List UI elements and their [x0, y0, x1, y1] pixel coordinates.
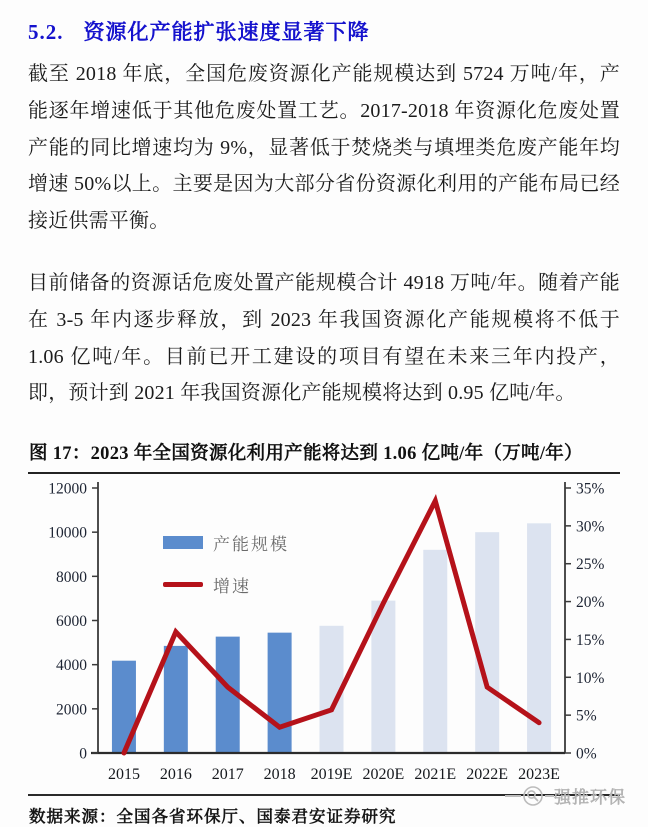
- x-axis-label-2020E: 2020E: [362, 766, 405, 784]
- watermark-label: 强推环保: [554, 788, 626, 808]
- chart-legend: [163, 530, 289, 597]
- bar-2016: [164, 646, 188, 753]
- right-axis-tick-label: 15%: [576, 632, 605, 650]
- right-axis-tick-label: 5%: [576, 707, 597, 725]
- figure-17: [28, 437, 626, 827]
- magnifier-logo-icon: [522, 785, 544, 807]
- x-axis-label-2018: 2018: [263, 766, 296, 784]
- right-axis-tick-label: 10%: [576, 669, 605, 687]
- chart-canvas: [28, 476, 620, 792]
- left-axis-tick-label: 12000: [48, 480, 87, 498]
- bar-2022E: [475, 532, 499, 753]
- legend-label-growth: 增速: [213, 577, 251, 597]
- legend-item-capacity: [163, 530, 289, 555]
- bar-2018: [268, 633, 292, 753]
- right-axis-tick-label: 35%: [576, 480, 605, 498]
- x-axis-label-2015: 2015: [107, 766, 140, 784]
- left-axis-tick-label: 6000: [56, 613, 87, 631]
- watermark-dash: [545, 795, 554, 797]
- figure-title: 图 17：2023 年全国资源化利用产能将达到 1.06 亿吨/年（万吨/年）: [28, 437, 620, 474]
- left-axis-tick-label: 8000: [56, 569, 87, 587]
- bar-2021E: [423, 550, 447, 753]
- section-heading: [28, 16, 620, 46]
- section-title: 资源化产能扩张速度显著下降: [83, 20, 370, 44]
- brand-watermark: [505, 783, 626, 808]
- right-axis-tick-label: 30%: [576, 518, 605, 536]
- legend-item-growth: [163, 572, 289, 597]
- bar-swatch-icon: [163, 536, 203, 549]
- left-axis-tick-label: 4000: [56, 657, 87, 675]
- right-axis-tick-label: 25%: [576, 556, 605, 574]
- capacity-growth-chart: [28, 476, 620, 792]
- figure-source-row: [28, 788, 626, 827]
- data-source: 数据来源：全国各省环保厅、国泰君安证券研究: [29, 807, 397, 827]
- x-axis-label-2022E: 2022E: [466, 766, 509, 784]
- x-axis-label-2023E: 2023E: [518, 766, 560, 784]
- legend-label-capacity: 产能规模: [213, 535, 289, 555]
- watermark-dash: [505, 795, 521, 797]
- left-axis-tick-label: 0: [79, 745, 87, 763]
- right-axis-tick-label: 20%: [576, 594, 605, 612]
- x-axis-label-2016: 2016: [159, 766, 192, 784]
- right-axis-tick-label: 0%: [576, 745, 597, 763]
- x-axis-label-2019E: 2019E: [310, 766, 353, 784]
- x-axis-label-2017: 2017: [211, 766, 244, 784]
- paragraph-reserve-capacity: 目前储备的资源话危废处置产能规模合计 4918 万吨/年。随着产能在 3-5 年内逐步释放，到 2023 年我国资源化产能规模将不低于 1.06 亿吨/年。目前已开工建设的项目有望在未来三年内投产，即，预计到 2021 年我国资源化产能规模将达到 0.95 亿吨/年。: [28, 271, 620, 405]
- line-swatch-icon: [163, 582, 203, 587]
- x-axis-label-2021E: 2021E: [414, 766, 457, 784]
- paragraph-capacity-growth: 截至 2018 年底，全国危废资源化产能规模达到 5724 万吨/年，产能逐年增速低于其他危废处置工艺。2017-2018 年资源化危废处置产能的同比增速均为 9%，显著低于焚烧类与填埋类危废产能年均增速 50%以上。主要是因为大部分省份资源化利用的产能布局已经接近供需平衡。: [28, 63, 620, 233]
- section-number: 5.2.: [28, 20, 64, 44]
- left-axis-tick-label: 2000: [56, 701, 87, 719]
- left-axis-tick-label: 10000: [48, 524, 87, 542]
